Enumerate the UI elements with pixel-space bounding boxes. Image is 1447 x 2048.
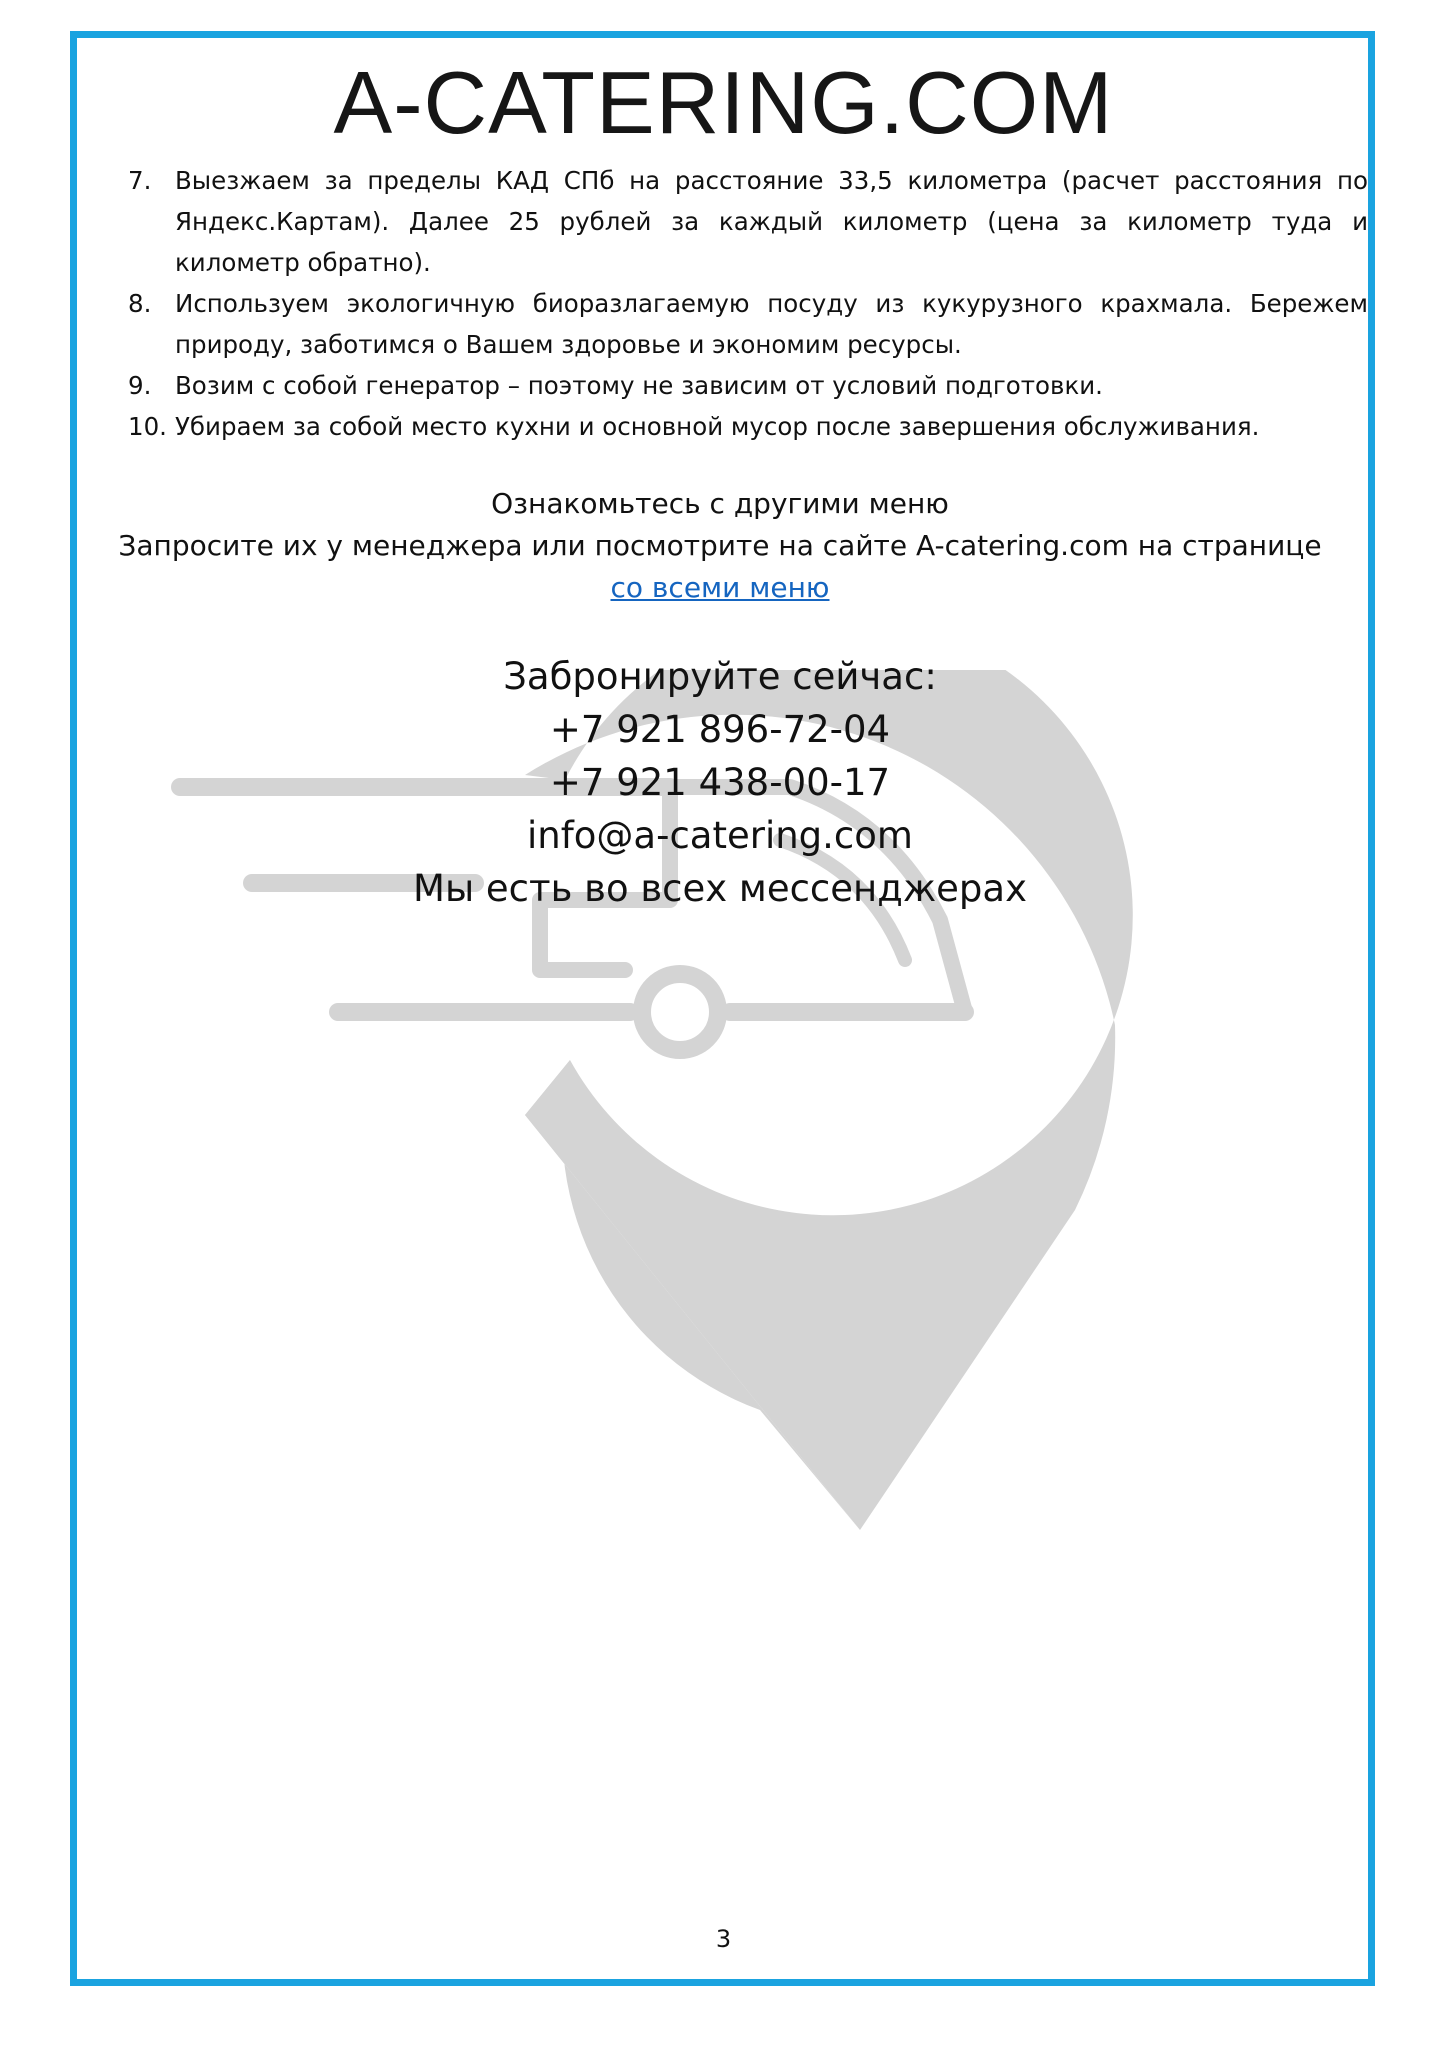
- booking-contacts: [80, 650, 1360, 915]
- other-menus-heading: Ознакомьтесь с другими меню: [491, 487, 949, 520]
- messengers-note: Мы есть во всех мессенджерах: [413, 867, 1027, 910]
- list-item: [128, 406, 1368, 447]
- brand-logo-text: A-CATERING.COM: [333, 53, 1114, 152]
- page-number: 3: [715, 1925, 732, 1953]
- list-item: [128, 160, 1368, 283]
- booking-heading: Забронируйте сейчас:: [503, 655, 937, 698]
- list-item-text: Возим с собой генератор – поэтому не зависим от условий подготовки.: [175, 371, 1103, 400]
- phone-number-1: +7 921 896-72-04: [549, 708, 891, 751]
- list-item-text: Убираем за собой место кухни и основной мусор после завершения обслуживания.: [175, 412, 1260, 441]
- email-address: info@a-catering.com: [527, 814, 913, 857]
- list-item-text: Выезжаем за пределы КАД СПб на расстояние 33,5 километра (расчет расстояния по Яндекс.Картам). Далее 25 рублей за каждый километр (цена за километр туда и километр обратно).: [175, 166, 1368, 277]
- other-menus-section: [80, 483, 1360, 609]
- list-item: [128, 283, 1368, 365]
- list-item: [128, 365, 1368, 406]
- list-item-text: Используем экологичную биоразлагаемую посуду из кукурузного крахмала. Бережем природу, заботимся о Вашем здоровье и экономим ресурсы.: [175, 289, 1368, 359]
- conditions-list: [128, 160, 1368, 447]
- list-item-number: 8.: [128, 289, 152, 318]
- list-item-number: 7.: [128, 166, 152, 195]
- all-menus-link[interactable]: со всеми меню: [610, 571, 830, 604]
- list-item-number: 9.: [128, 371, 152, 400]
- phone-number-2: +7 921 438-00-17: [549, 761, 891, 804]
- other-menus-text: Запросите их у менеджера или посмотрите на сайте A-catering.com на странице: [118, 529, 1322, 562]
- list-item-number: 10.: [128, 412, 167, 441]
